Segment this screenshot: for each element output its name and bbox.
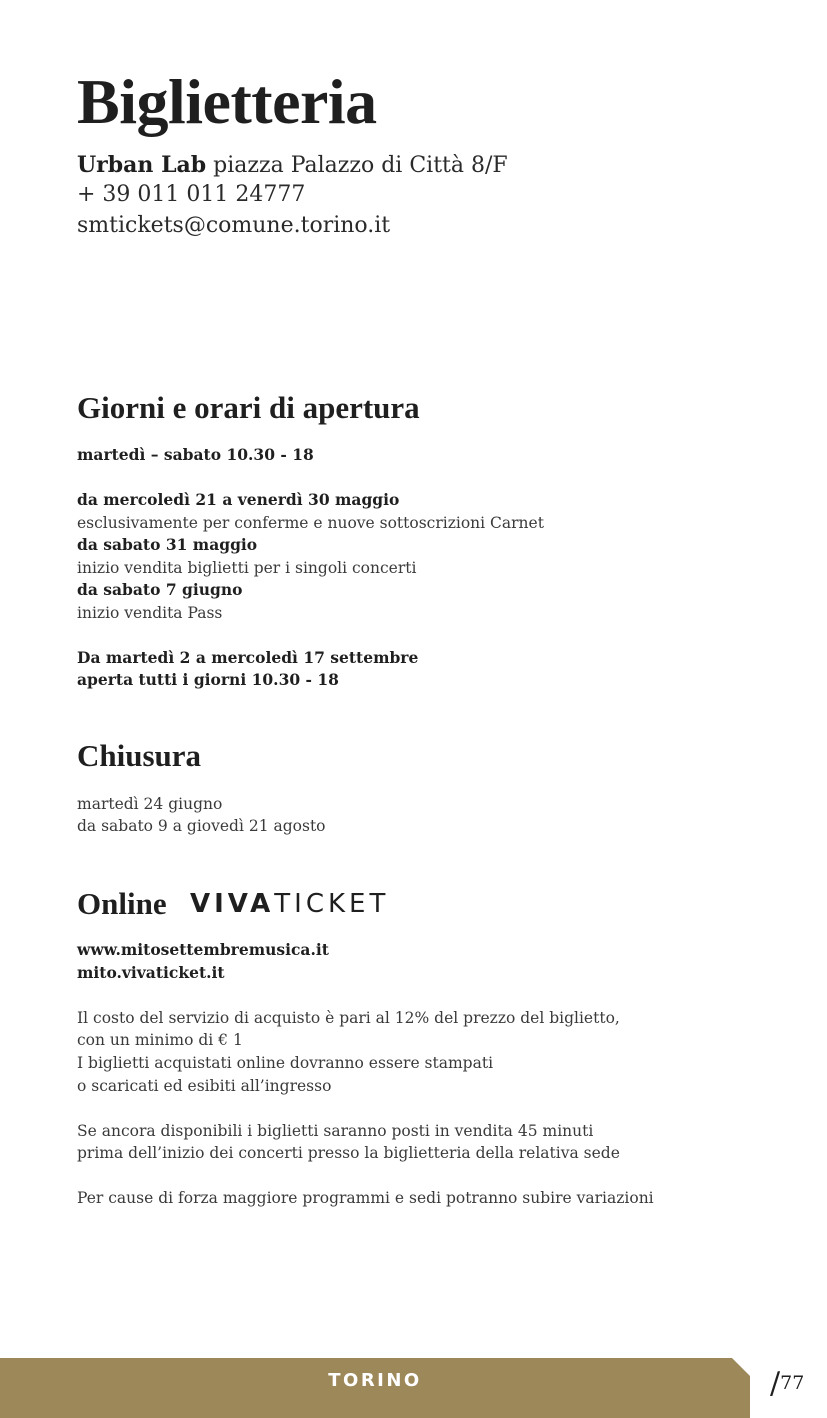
venue-address xyxy=(77,150,508,181)
note-line: con un minimo di € 1 xyxy=(77,1031,243,1049)
note-line: o scaricati ed esibiti all’ingresso xyxy=(77,1077,332,1095)
closing-date: martedì 24 giugno xyxy=(77,795,223,813)
period-when: da sabato 31 maggio xyxy=(77,535,258,554)
period-what: inizio vendita biglietti per i singoli concerti xyxy=(77,559,417,577)
address-text: piazza Palazzo di Città 8/F xyxy=(206,153,508,178)
page-number xyxy=(770,1368,804,1399)
period-when: da mercoledì 21 a venerdì 30 maggio xyxy=(77,490,400,509)
closing-heading: Chiusura xyxy=(77,738,202,773)
footer-city: TORINO xyxy=(328,1370,422,1391)
note-line: Il costo del servizio di acquisto è pari al 12% del prezzo del biglietto, xyxy=(77,1009,620,1027)
phone-number: + 39 011 011 24777 xyxy=(77,182,306,207)
page-slash: / xyxy=(770,1366,781,1401)
note-line: I biglietti acquistati online dovranno essere stampati xyxy=(77,1054,494,1072)
brand-light: TICKET xyxy=(274,889,390,919)
september-range: Da martedì 2 a mercoledì 17 settembre xyxy=(77,648,419,667)
period-what: esclusivamente per conferme e nuove sottoscrizioni Carnet xyxy=(77,514,544,532)
september-hours: aperta tutti i giorni 10.30 - 18 xyxy=(77,670,339,689)
brand-bold: VIVA xyxy=(190,889,275,919)
email-address: smtickets@comune.torino.it xyxy=(77,213,391,238)
availability-line: prima dell’inizio dei concerti presso la biglietteria della relativa sede xyxy=(77,1144,620,1162)
period-what: inizio vendita Pass xyxy=(77,604,223,622)
online-heading: Online xyxy=(77,886,167,921)
closing-date: da sabato 9 a giovedì 21 agosto xyxy=(77,817,326,835)
venue-name: Urban Lab xyxy=(77,152,207,178)
disclaimer: Per cause di forza maggiore programmi e sedi potranno subire variazioni xyxy=(77,1189,654,1207)
availability-line: Se ancora disponibili i biglietti saranno posti in vendita 45 minuti xyxy=(77,1122,594,1140)
opening-heading: Giorni e orari di apertura xyxy=(77,390,420,425)
period-when: da sabato 7 giugno xyxy=(77,580,243,599)
regular-hours: martedì – sabato 10.30 - 18 xyxy=(77,445,314,464)
page-title: Biglietteria xyxy=(77,66,377,137)
vivaticket-logo xyxy=(190,886,389,922)
website-link[interactable]: www.mitosettembremusica.it xyxy=(77,940,329,959)
vivaticket-link[interactable]: mito.vivaticket.it xyxy=(77,963,225,982)
page-number-value: 77 xyxy=(780,1372,805,1394)
